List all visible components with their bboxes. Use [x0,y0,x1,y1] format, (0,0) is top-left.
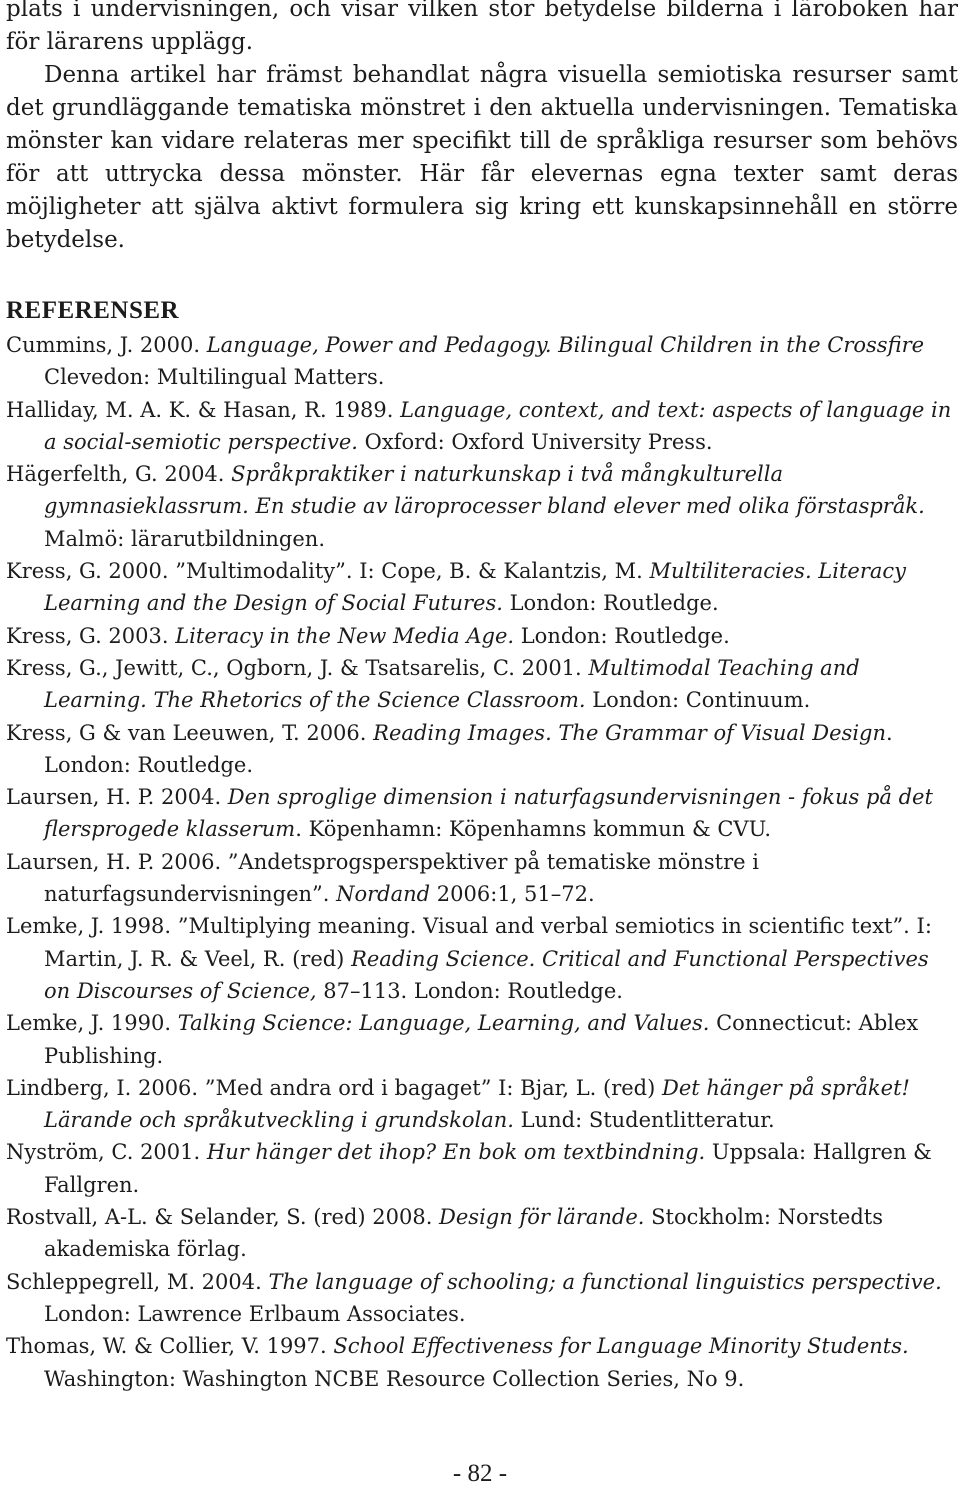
reference-entry [6,781,958,846]
reference-text: Malmö: lärarutbildningen. [44,526,325,551]
document-page [6,0,958,1395]
reference-text: Kress, G., Jewitt, C., Ogborn, J. & Tsatsarelis, C. 2001. [6,655,589,680]
reference-text: London: Routledge. [502,591,719,616]
reference-text: 87–113. London: Routledge. [316,978,623,1003]
reference-title: Language, Power and Pedagogy. Bilingual Children in the Crossfire [206,333,925,357]
reference-title: Det hänger på språket! Lärande och språkutveckling i grundskolan. [44,1075,910,1133]
reference-text: Rostvall, A-L. & Selander, S. (red) 2008. [6,1205,440,1230]
reference-entry [6,1136,958,1201]
reference-title: Literacy in the New Media Age. [175,623,515,648]
reference-title: Reading Images. The Grammar of Visual Design [373,720,886,745]
reference-text: London: Routledge. [514,623,730,648]
reference-title: Nordand [336,882,431,907]
reference-text: Laursen, H. P. 2006. ”Andetsprogsperspektiver på tematiske mönstre i naturfagsundervisningen”. [6,849,759,907]
reference-title: Reading Science. Critical and Functional Perspectives on Discourses of Science, [44,946,929,1003]
reference-title: Multiliteracies. Literacy Learning and the Design of Social Futures. [44,559,907,616]
reference-title: Den sproglige dimension i naturfagsundervisningen - fokus på det flersprogede klasserum [44,785,933,842]
reference-entry [6,910,958,1007]
reference-title: School Effectiveness for Language Minority Students. [333,1334,909,1359]
reference-text: Oxford: Oxford University Press. [357,429,713,454]
reference-text: Laursen, H. P. 2004. [6,785,228,810]
reference-text: Uppsala: Hallgren & Fallgren. [44,1140,932,1197]
reference-entry [6,846,958,911]
reference-entry [6,620,958,652]
references-heading: REFERENSER [6,297,180,324]
reference-text: Lund: Studentlitteratur. [513,1108,775,1133]
reference-entry [6,1007,958,1072]
reference-title: Språkpraktiker i naturkunskap i två mångkulturella gymnasieklassrum. En studie av läroprocesser bland elever med olika förstaspråk. [44,462,925,519]
reference-text: Washington: Washington NCBE Resource Collection Series, No 9. [44,1366,745,1391]
reference-entry [6,652,958,717]
reference-entry [6,1072,958,1137]
reference-entry [6,555,958,620]
reference-text: . Köpenhamn: Köpenhamns kommun & CVU. [295,817,772,842]
reference-text: Lindberg, I. 2006. ”Med andra ord i bagaget” I: Bjar, L. (red) [6,1075,662,1100]
reference-text: Kress, G. 2003. [6,623,176,648]
reference-entry [6,1266,958,1331]
reference-text: Kress, G. 2000. ”Multimodality”. I: Cope, B. & Kalantzis, M. [6,559,650,584]
reference-entry [6,458,958,555]
reference-title: Multimodal Teaching and Learning. The Rhetorics of the Science Classroom. [44,655,860,713]
reference-text: Clevedon: Multilingual Matters. [44,365,385,390]
reference-title: Hur hänger det ihop? En bok om textbindning. [206,1140,706,1165]
reference-text: Thomas, W. & Collier, V. 1997. [6,1334,334,1359]
reference-title: Talking Science: Language, Learning, and Values. [177,1011,710,1036]
reference-text: Kress, G & van Leeuwen, T. 2006. [6,720,374,745]
reference-text: Cummins, J. 2000. [6,333,207,357]
reference-entry [6,329,958,394]
reference-text: Halliday, M. A. K. & Hasan, R. 1989. [6,397,401,422]
reference-title: Language, context, and text: aspects of language in a social-semiotic perspective. [44,397,952,454]
reference-text: Lemke, J. 1990. [6,1011,178,1036]
paragraph-continued: plats i undervisningen, och visar vilken stor betydelse bilderna i läroboken har för lärarens upplägg. [6,0,958,55]
reference-text: Schleppegrell, M. 2004. [6,1269,269,1294]
reference-text: London: Lawrence Erlbaum Associates. [44,1301,466,1326]
page-number: - 82 - [452,1460,508,1487]
reference-text: Stockholm: Norstedts akademiska förlag. [44,1205,883,1262]
reference-entry [6,394,958,459]
paragraph-conclusion: Denna artikel har främst behandlat några visuella semiotiska resurser samt det grundläggande tematiska mönstret i den aktuella undervisningen. Tematiska mönster kan vidare relateras mer specifikt till de språkliga resurser som behövs för att uttrycka dessa mönster. Här får elevernas egna texter samt deras möjligheter att själva aktivt formulera sig kring ett kunskapsinnehåll en större betydelse. [6,62,958,253]
reference-text: Hägerfelth, G. 2004. [6,462,232,487]
reference-text: Nyström, C. 2001. [6,1140,207,1165]
reference-text: Connecticut: Ablex Publishing. [44,1011,919,1068]
reference-text: London: Continuum. [585,688,811,713]
reference-title: Design för lärande. [439,1205,645,1230]
reference-entry [6,1201,958,1266]
reference-entry [6,717,958,782]
reference-list [6,329,958,1395]
reference-entry [6,1330,958,1395]
reference-title: The language of schooling; a functional linguistics perspective. [268,1269,942,1294]
reference-text: 2006:1, 51–72. [430,882,595,907]
reference-text: . London: Routledge. [44,720,893,777]
reference-text: Lemke, J. 1998. ”Multiplying meaning. Visual and verbal semiotics in scientific text”. I: Martin, J. R. & Veel, R. (red) [6,914,932,971]
